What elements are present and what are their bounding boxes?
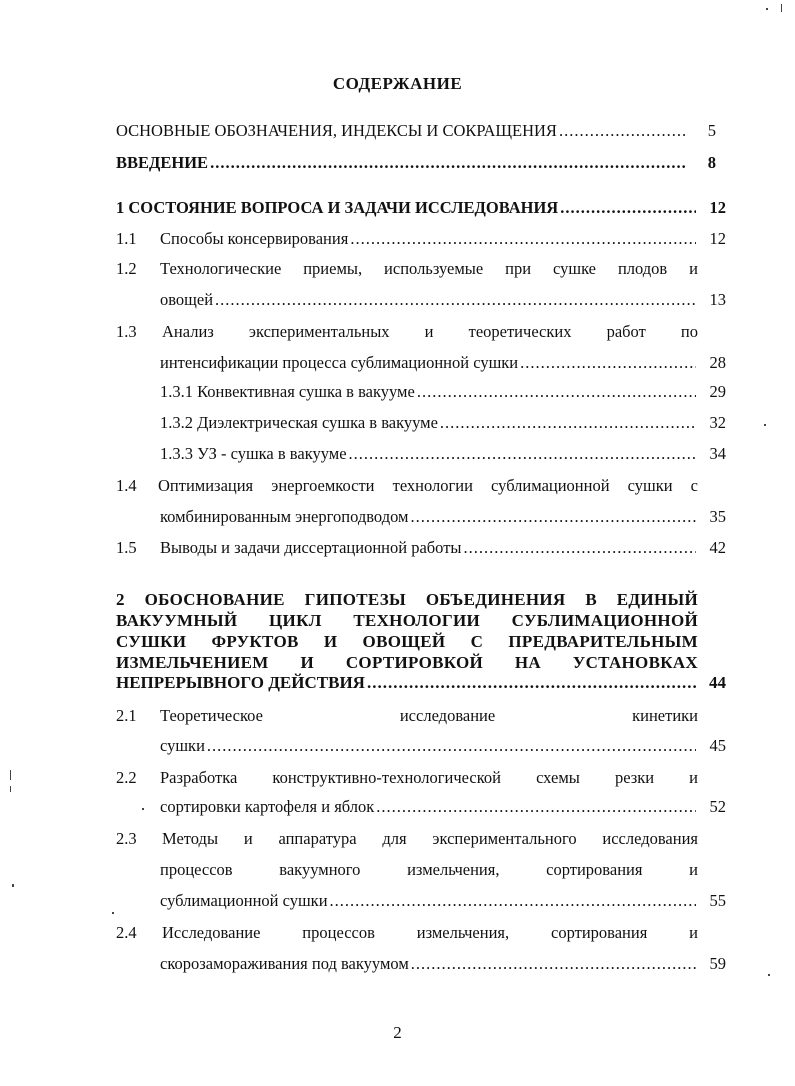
toc-entry-text: 1.3.3 УЗ - сушка в вакууме (160, 444, 347, 463)
toc-entry-text: сортировки картофеля и яблок (160, 797, 375, 816)
toc-entry-1-4 (160, 507, 726, 527)
leader-dots (560, 198, 696, 218)
toc-page-number: 29 (709, 382, 726, 401)
toc-entry-text-line: Методы и аппаратура для экспериментального исследования (162, 829, 698, 848)
toc-entry-1-3-3 (160, 444, 726, 464)
toc-entry-text: сушки (160, 736, 205, 755)
toc-entry-text-line: Технологические приемы, используемые при сушке плодов и (160, 259, 698, 278)
toc-entry-text: НЕПРЕРЫВНОГО ДЕЙСТВИЯ (116, 673, 365, 692)
toc-page-number: 32 (709, 413, 726, 432)
toc-page-number: 13 (709, 290, 726, 309)
toc-entry-text-line: Теоретическое исследование кинетики (160, 706, 698, 725)
leader-dots (330, 891, 696, 911)
toc-entry-2-2 (160, 797, 726, 817)
toc-page-number: 59 (709, 954, 726, 973)
section-number: 2.3 (116, 829, 137, 848)
toc-entry-1-1 (160, 229, 726, 249)
section-number: 1.5 (116, 538, 137, 557)
toc-chapter-2-line: ИЗМЕЛЬЧЕНИЕМ И СОРТИРОВКОЙ НА УСТАНОВКАХ (116, 653, 698, 672)
toc-entry-2-3 (160, 891, 726, 911)
toc-entry-text: Выводы и задачи диссертационной работы (160, 538, 462, 557)
leader-dots (215, 290, 696, 310)
toc-page-number: 35 (709, 507, 726, 526)
leader-dots (367, 673, 696, 693)
toc-page-number: 44 (709, 673, 726, 692)
toc-entry-text: скорозамораживания под вакуумом (160, 954, 409, 973)
toc-entry-1-3-2 (160, 413, 726, 433)
toc-entry-text: ВВЕДЕНИЕ (116, 153, 209, 172)
toc-entry-text-line: Разработка конструктивно-технологической схемы резки и (160, 768, 698, 787)
section-number: 2.4 (116, 923, 137, 942)
scan-speck (142, 808, 144, 810)
toc-entry-text: ОСНОВНЫЕ ОБОЗНАЧЕНИЯ, ИНДЕКСЫ И СОКРАЩЕНИЯ (116, 121, 557, 140)
section-number: 2.1 (116, 706, 137, 725)
leader-dots (559, 121, 686, 141)
toc-chapter-2-line: СУШКИ ФРУКТОВ И ОВОЩЕЙ С ПРЕДВАРИТЕЛЬНЫМ (116, 632, 698, 651)
section-number: 2.2 (116, 768, 137, 787)
toc-page-number: 52 (709, 797, 726, 816)
leader-dots (520, 353, 696, 373)
section-number: 1.3 (116, 322, 137, 341)
toc-page-number: 12 (709, 198, 726, 217)
scan-speck (12, 884, 14, 887)
toc-entry-1-5 (160, 538, 726, 558)
toc-entry-text-line: Оптимизация энергоемкости технологии сублимационной сушки с (158, 476, 698, 495)
leader-dots (350, 229, 696, 249)
toc-entry-text: 1 СОСТОЯНИЕ ВОПРОСА И ЗАДАЧИ ИССЛЕДОВАНИЯ (116, 198, 559, 217)
toc-chapter-2-line: 2 ОБОСНОВАНИЕ ГИПОТЕЗЫ ОБЪЕДИНЕНИЯ В ЕДИНЫЙ (116, 590, 698, 609)
scan-speck (112, 912, 114, 914)
scan-speck (10, 786, 11, 792)
toc-entry-text: комбинированным энергоподводом (160, 507, 409, 526)
toc-entry-text: 1.3.2 Диэлектрическая сушка в вакууме (160, 413, 438, 432)
toc-chapter-2 (116, 673, 726, 693)
leader-dots (464, 538, 697, 558)
toc-entry-text: 1.3.1 Конвективная сушка в вакууме (160, 382, 415, 401)
toc-page-number: 45 (709, 736, 726, 755)
scan-speck (10, 770, 11, 780)
toc-page-number: 12 (709, 229, 726, 248)
toc-page-number: 28 (709, 353, 726, 372)
toc-entry-2-4 (160, 954, 726, 974)
section-number: 1.2 (116, 259, 137, 278)
scan-speck (766, 8, 768, 10)
leader-dots (417, 382, 696, 402)
toc-entry-1-3 (160, 353, 726, 373)
toc-page-number: 5 (707, 121, 716, 140)
toc-page-number: 42 (709, 538, 726, 557)
leader-dots (210, 153, 686, 173)
section-number: 1.1 (116, 229, 137, 248)
toc-entry-text-line: процессов вакуумного измельчения, сортирования и (160, 860, 698, 879)
toc-entry-text: овощей (160, 290, 214, 309)
toc-entry-text-line: Анализ экспериментальных и теоретических работ по (162, 322, 698, 341)
section-number: 1.4 (116, 476, 137, 495)
scan-speck (781, 4, 782, 12)
leader-dots (376, 797, 696, 817)
leader-dots (440, 413, 696, 433)
leader-dots (349, 444, 696, 464)
leader-dots (207, 736, 696, 756)
page-number: 2 (393, 1023, 402, 1042)
toc-chapter-2-line: ВАКУУМНЫЙ ЦИКЛ ТЕХНОЛОГИИ СУБЛИМАЦИОННОЙ (116, 611, 698, 630)
toc-entry-text: Способы консервирования (160, 229, 349, 248)
leader-dots (411, 954, 696, 974)
toc-entry-intro (116, 153, 716, 173)
toc-entry-notation (116, 121, 716, 141)
page-title: СОДЕРЖАНИЕ (332, 74, 463, 93)
toc-entry-text: интенсификации процесса сублимационной сушки (160, 353, 519, 372)
toc-page-number: 55 (709, 891, 726, 910)
scan-speck (764, 424, 766, 426)
toc-entry-text: сублимационной сушки (160, 891, 328, 910)
toc-entry-1-3-1 (160, 382, 726, 402)
scan-speck (768, 974, 770, 976)
toc-entry-2-1 (160, 736, 726, 756)
leader-dots (410, 507, 696, 527)
toc-entry-1-2 (160, 290, 726, 310)
toc-chapter-1 (116, 198, 726, 218)
toc-page-number: 34 (709, 444, 726, 463)
toc-entry-text-line: Исследование процессов измельчения, сортирования и (162, 923, 698, 942)
toc-page-number: 8 (707, 153, 716, 172)
